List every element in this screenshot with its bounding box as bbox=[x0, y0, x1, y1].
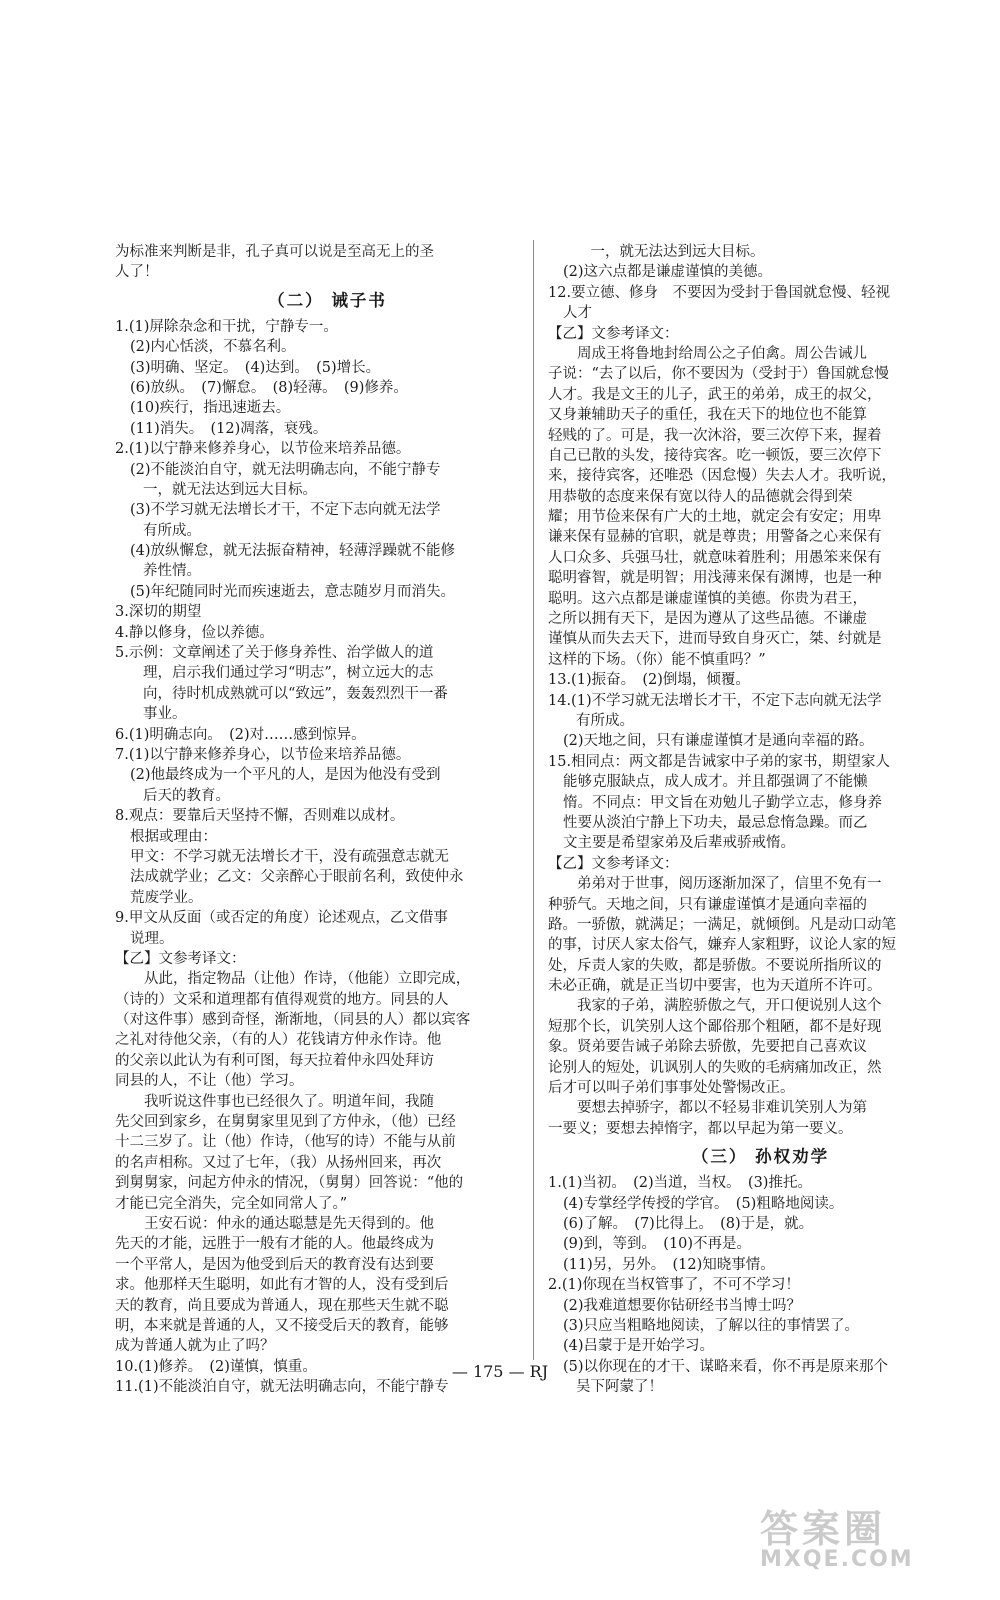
answer-line: 文主要是希望家弟及后辈戒骄戒惰。 bbox=[563, 835, 795, 852]
prose-line: 处，斥责人家的失败，都是骄傲。不要说所指所议的 bbox=[548, 957, 882, 974]
answer-line: 后天的教育。 bbox=[143, 787, 230, 804]
answer-line: 性要从淡泊宁静上下功夫，最忌怠惰急躁。而乙 bbox=[563, 814, 868, 831]
prose-line: 谦来保有显赫的官职，就是尊贵；用警备之心来保有 bbox=[548, 529, 882, 546]
answer-line: 一，就无法达到远大目标。 bbox=[576, 244, 765, 260]
answer-line: 有所成。 bbox=[143, 522, 201, 539]
answer-line: 2.(1)以宁静来修养身心，以节俭来培养品德。 bbox=[115, 441, 411, 458]
prose-line: 成为普通人就为止了吗？ bbox=[115, 1338, 275, 1355]
prose-line: 未必正确，就是正当切中要害，也为天道所不许可。 bbox=[548, 978, 882, 995]
answer-line: 养性情。 bbox=[143, 563, 201, 580]
answer-line: 6.(1)明确志向。 (2)对……感到惊异。 bbox=[115, 726, 366, 743]
prose-line: 之礼对待他父亲，（有的人）花钱请方仲永作诗。他 bbox=[115, 1032, 442, 1049]
prose-line: 为标准来判断是非，孔子真可以说是至高无上的圣 bbox=[115, 244, 434, 260]
answer-line: (3)不学习就无法增长才干，不定下志向就无法学 bbox=[130, 502, 441, 519]
prose-line: 弟弟对于世事，阅历逐渐加深了，信里不免有一 bbox=[548, 876, 882, 893]
answer-line: 5.示例：文章阐述了关于修身养性、治学做人的道 bbox=[115, 645, 434, 662]
page-number: — 175 — bbox=[451, 1362, 525, 1381]
answer-line: 8.观点：要靠后天坚持不懈，否则难以成材。 bbox=[115, 808, 405, 825]
right-column bbox=[548, 242, 973, 1397]
prose-line: 来，接待宾客，还唯恐（因怠慢）失去人才。我听说， bbox=[548, 468, 896, 485]
answer-line: 甲文：不学习就无法增长才干，没有疏强意志就无 bbox=[130, 848, 449, 865]
column-divider bbox=[533, 240, 534, 1360]
prose-line: 又身兼辅助天子的重任，我在天下的地位也不能算 bbox=[548, 407, 867, 424]
prose-line: 的父亲以此认为有利可图，每天拉着仲永四处拜访 bbox=[115, 1052, 434, 1069]
answer-line: 荒废学业。 bbox=[130, 889, 203, 906]
answer-line: (11)另，另外。 (12)知晓事情。 bbox=[563, 1256, 775, 1273]
prose-line: 种骄气。天地之间，只有谦虚谨慎才是通向幸福的 bbox=[548, 896, 867, 913]
watermark-bottom: MXQE.COM bbox=[760, 1547, 914, 1572]
answer-line: 人才 bbox=[563, 305, 592, 322]
answer-line: 一，就无法达到远大目标。 bbox=[143, 481, 317, 498]
answer-line: (4)放纵懈怠，就无法振奋精神，轻薄浮躁就不能修 bbox=[130, 543, 456, 560]
answer-line: (9)到，等到。 (10)不再是。 bbox=[563, 1236, 752, 1253]
prose-line: 求。他那样天生聪明，如此有才智的人，没有受到后 bbox=[115, 1277, 449, 1294]
answer-line: (2)不能淡泊自守，就无法明确志向，不能宁静专 bbox=[130, 461, 441, 478]
translation-label: 【乙】文参考译文： bbox=[548, 855, 679, 872]
answer-line: (11)消失。 (12)凋落，衰残。 bbox=[130, 420, 328, 437]
watermark-top: 答案圈 bbox=[760, 1507, 887, 1551]
prose-line: 子说：“去了以后，你不要因为（受封于）鲁国就怠慢 bbox=[548, 366, 889, 383]
prose-line: 同县的人，不让（他）学习。 bbox=[115, 1073, 304, 1090]
section-heading: （二） 诫子书 bbox=[268, 290, 387, 310]
prose-line: 才能已完全消失，完全如同常人了。” bbox=[115, 1195, 348, 1212]
prose-line: 后才可以叫子弟们事事处处警惕改正。 bbox=[548, 1080, 795, 1097]
prose-line: 明，本来就是普通的人，又不接受后天的教育，能够 bbox=[115, 1317, 449, 1334]
answer-line: 2.(1)你现在当权管事了，不可不学习！ bbox=[548, 1277, 800, 1294]
prose-line: 一个平常人，是因为他受到后天的教育没有达到要 bbox=[115, 1256, 434, 1273]
prose-line: 要想去掉骄字，都以不轻易非难讥笑别人为第 bbox=[548, 1100, 867, 1117]
answer-line: (10)疾行，指迅速逝去。 bbox=[130, 400, 291, 417]
answer-line: 惰。不同点：甲文旨在劝勉儿子勤学立志，修身养 bbox=[563, 794, 882, 811]
page-footer bbox=[0, 1362, 1000, 1381]
prose-line: 轻贱的了。可是，我一次沐浴，要三次停下来，握着 bbox=[548, 427, 882, 444]
answer-line: 法成就学业；乙文：父亲醉心于眼前名利，致使仲永 bbox=[130, 869, 464, 886]
prose-line: 人才。我是文王的儿子，武王的弟弟，成王的叔父， bbox=[548, 386, 882, 403]
prose-line: 聪明。这六点都是谦虚谨慎的美德。你贵为君王， bbox=[548, 590, 867, 607]
prose-line: （对这件事）感到奇怪，渐渐地，（同县的人）都以宾客 bbox=[115, 1012, 471, 1029]
answer-line: 12.要立德、修身 不要因为受封于鲁国就怠慢、轻视 bbox=[548, 284, 891, 301]
answer-line: 7.(1)以宁静来修养身心，以节俭来培养品德。 bbox=[115, 746, 411, 763]
answer-line: 向，待时机成熟就可以“致远”，轰轰烈烈干一番 bbox=[143, 685, 448, 702]
prose-line: 耀；用节俭来保有广大的土地，就定会有安定；用卑 bbox=[548, 509, 882, 526]
answer-line: 14.(1)不学习就无法增长才干，不定下志向就无法学 bbox=[548, 692, 882, 709]
answer-line: (4)吕蒙于是开始学习。 bbox=[563, 1338, 715, 1355]
prose-line: 路。一骄傲，就满足；一满足，就倾倒。凡是动口动笔 bbox=[548, 916, 896, 933]
section-heading: （三） 孙权劝学 bbox=[691, 1147, 830, 1167]
prose-line: 的名声相称。又过了七年，（我）从扬州回来，再次 bbox=[115, 1154, 442, 1171]
prose-line: 十二三岁了。让（他）作诗，（他写的诗）不能与从前 bbox=[115, 1134, 456, 1151]
prose-line: 我听说这件事也已经很久了。明道年间，我随 bbox=[115, 1093, 434, 1110]
answer-line: 10.(1)修养。 (2)谨慎，慎重。 bbox=[115, 1358, 317, 1375]
prose-line: 先天的才能，远胜于一般有才能的人。他最终成为 bbox=[115, 1236, 434, 1253]
prose-line: 论别人的短处，讥讽别人的失败的毛病痛加改正，然 bbox=[548, 1059, 882, 1076]
left-column bbox=[115, 242, 540, 1397]
answer-line: (4)专掌经学传授的学官。 (5)粗略地阅读。 bbox=[563, 1195, 844, 1212]
answer-line: (2)内心恬淡，不慕名利。 bbox=[130, 339, 296, 356]
answer-line: 1.(1)屏除杂念和干扰，宁静专一。 bbox=[115, 318, 338, 335]
answer-line: 事业。 bbox=[143, 706, 187, 723]
prose-line: 周成王将鲁地封给周公之子伯禽。周公告诫儿 bbox=[548, 345, 867, 362]
answer-line: (6)放纵。 (7)懈怠。 (8)轻薄。 (9)修养。 bbox=[130, 379, 408, 396]
answer-line: 吴下阿蒙了！ bbox=[576, 1379, 663, 1396]
prose-line: 象。贤弟要告诫子弟除去骄傲，先要把自己喜欢议 bbox=[548, 1039, 867, 1056]
prose-line: 的事，讨厌人家太俗气，嫌弃人家粗野，议论人家的短 bbox=[548, 937, 896, 954]
prose-line: 一要义；要想去掉惰字，都以早起为第一要义。 bbox=[548, 1120, 853, 1137]
answer-line: 理，启示我们通过学习“明志”，树立远大的志 bbox=[143, 665, 434, 682]
answer-line: (2)天地之间，只有谦虚谨慎才是通向幸福的路。 bbox=[563, 733, 874, 750]
prose-line: （诗的）文采和道理都有值得观赏的地方。同县的人 bbox=[115, 991, 449, 1008]
answer-line: 3.深切的期望 bbox=[115, 604, 202, 621]
prose-line: 先父回到家乡，在舅舅家里见到了方仲永，（他）已经 bbox=[115, 1114, 456, 1131]
prose-line: 王安石说：仲永的通达聪慧是先天得到的。他 bbox=[115, 1215, 434, 1232]
answer-line: 根据或理由： bbox=[130, 828, 217, 845]
edition-code: RJ bbox=[529, 1362, 549, 1381]
prose-line: 用恭敬的态度来保有宽以待人的品德就会得到荣 bbox=[548, 488, 853, 505]
answer-line: (3)只应当粗略地阅读，了解以往的事情罢了。 bbox=[563, 1317, 860, 1334]
answer-line: 11.(1)不能淡泊自守，就无法明确志向，不能宁静专 bbox=[115, 1379, 449, 1396]
prose-line: 短那个长，讥笑别人这个鄙俗那个粗陋，都不是好现 bbox=[548, 1018, 882, 1035]
site-watermark-logo bbox=[760, 1498, 970, 1578]
prose-line: 天的教育，尚且要成为普通人，现在那些天生就不聪 bbox=[115, 1297, 449, 1314]
answer-line: (2)他最终成为一个平凡的人，是因为他没有受到 bbox=[130, 767, 441, 784]
prose-line: 到舅舅家，问起方仲永的情况，（舅舅）回答说：“他的 bbox=[115, 1175, 464, 1192]
answer-line: (3)明确、坚定。 (4)达到。 (5)增长。 bbox=[130, 359, 381, 376]
answer-line: 15.相同点：两文都是告诫家中子弟的家书，期望家人 bbox=[548, 753, 891, 770]
answer-line: (5)年纪随同时光而疾速逝去，意志随岁月而消失。 bbox=[130, 583, 456, 600]
prose-line: 这样的下场。（你）能不慎重吗？” bbox=[548, 651, 766, 668]
prose-line: 聪明睿智，就是明智；用浅薄来保有渊博，也是一种 bbox=[548, 570, 882, 587]
answer-line: (6)了解。 (7)比得上。 (8)于是，就。 bbox=[563, 1215, 814, 1232]
answer-line: 说理。 bbox=[130, 930, 174, 947]
answer-line: (2)这六点都是谦虚谨慎的美德。 bbox=[563, 264, 773, 281]
prose-line: 人了！ bbox=[115, 264, 159, 281]
prose-line: 谨慎从而失去天下，进而导致自身灭亡，桀、纣就是 bbox=[548, 631, 882, 648]
translation-label: 【乙】文参考译文： bbox=[115, 950, 246, 967]
answer-line: 4.静以修身，俭以养德。 bbox=[115, 624, 274, 641]
prose-line: 自己已散的头发，接待宾客。吃一顿饭，要三次停下 bbox=[548, 447, 882, 464]
answer-line: 13.(1)振奋。 (2)倒塌，倾覆。 bbox=[548, 672, 750, 689]
prose-line: 人口众多、兵强马壮，就意味着胜利；用愚笨来保有 bbox=[548, 549, 882, 566]
prose-line: 之所以拥有天下，是因为遵从了这些品德。不谦虚 bbox=[548, 611, 867, 628]
answer-line: 1.(1)当初。 (2)当道，当权。 (3)推托。 bbox=[548, 1175, 812, 1192]
answer-line: 有所成。 bbox=[576, 712, 634, 729]
answer-line: (2)我难道想要你钻研经书当博士吗？ bbox=[563, 1297, 802, 1314]
answer-line: 能够克服缺点，成人成才。并且都强调了不能懒 bbox=[563, 774, 868, 791]
prose-line: 从此，指定物品（让他）作诗，（他能）立即完成， bbox=[115, 971, 471, 988]
prose-line: 我家的子弟，满腔骄傲之气，开口便说别人这个 bbox=[548, 998, 882, 1015]
answer-line: 9.甲文从反面（或否定的角度）论述观点，乙文借事 bbox=[115, 910, 448, 927]
answer-line: (5)以你现在的才干、谋略来看，你不再是原来那个 bbox=[563, 1358, 889, 1375]
translation-label: 【乙】文参考译文： bbox=[548, 325, 679, 342]
